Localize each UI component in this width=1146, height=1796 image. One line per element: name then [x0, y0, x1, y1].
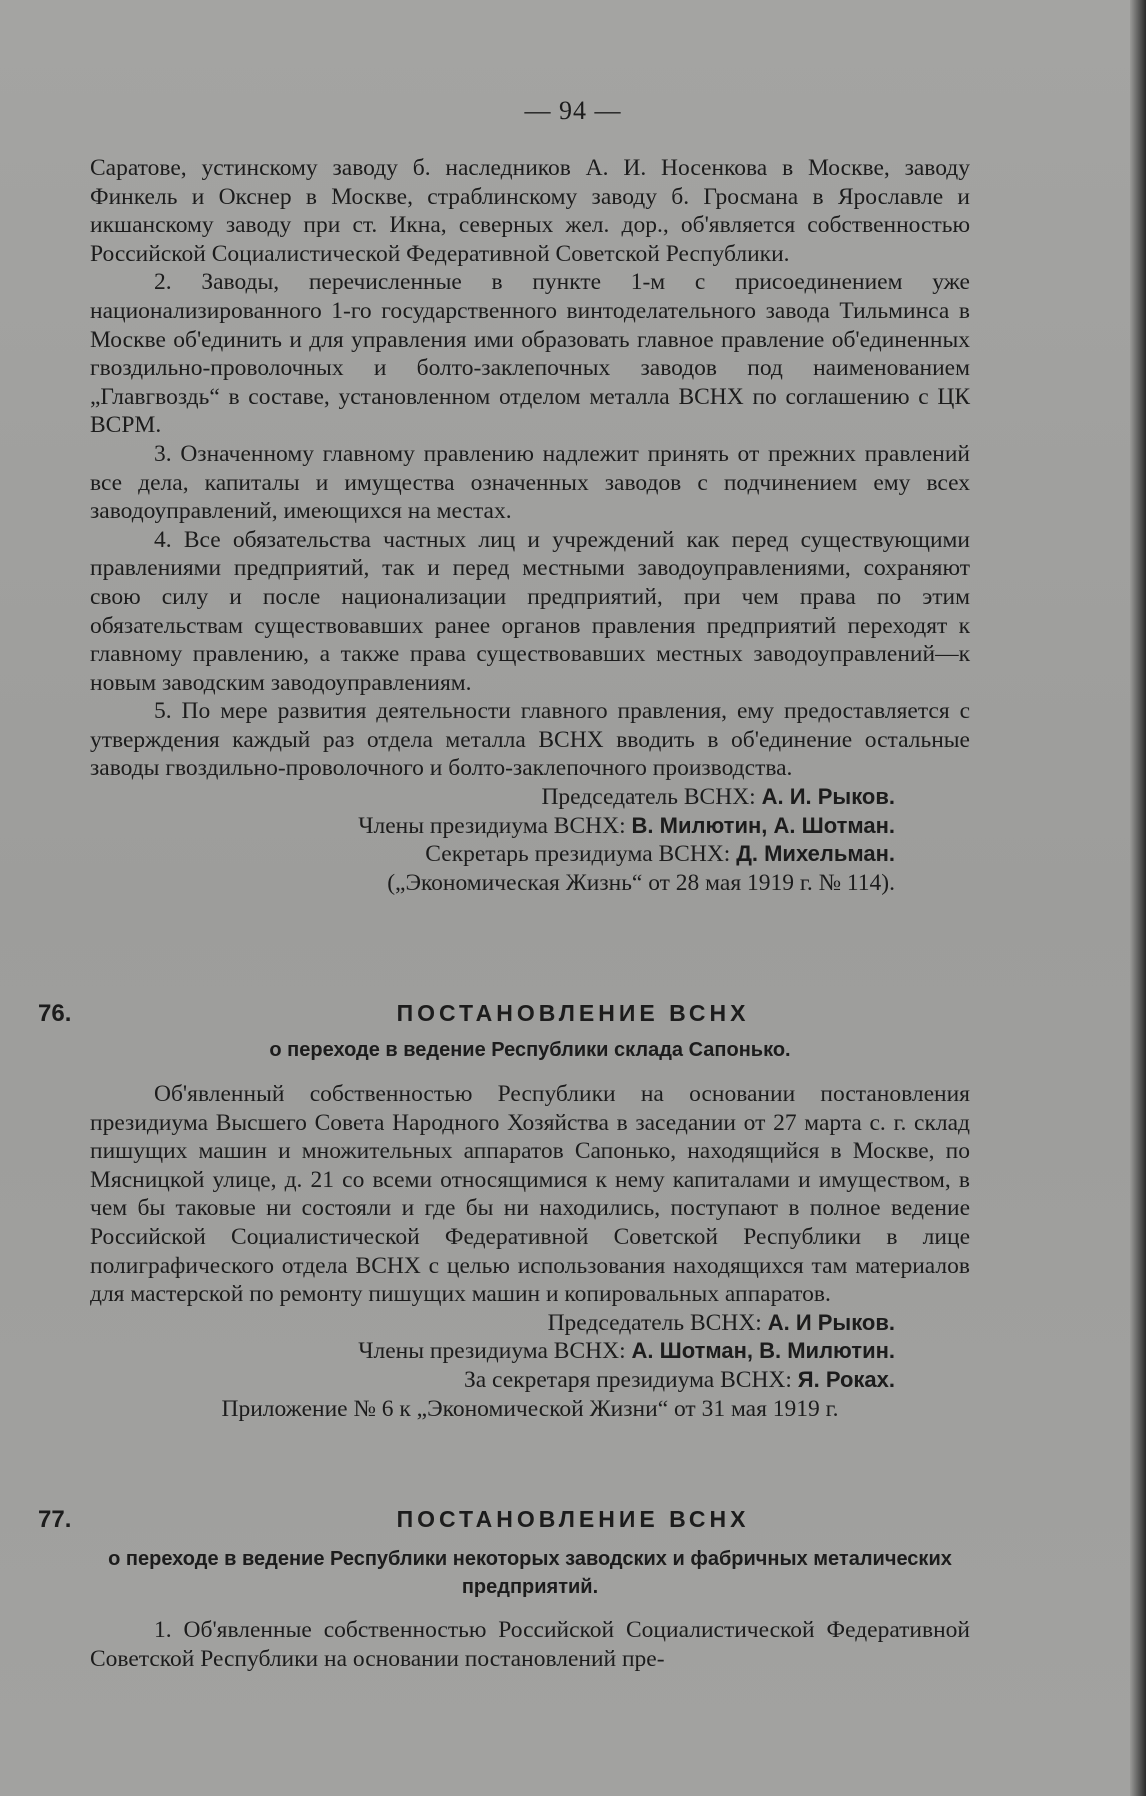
- signature-name: В. Милютин, А. Шотман.: [631, 812, 895, 838]
- signature-role: Секретарь президиума ВСНХ:: [425, 841, 731, 868]
- signature-role: Члены президиума ВСНХ:: [358, 1338, 626, 1365]
- signature-role: Председатель ВСНХ:: [547, 1309, 762, 1336]
- signature-role: Члены президиума ВСНХ:: [358, 812, 626, 839]
- source-citation: („Экономическая Жизнь“ от 28 мая 1919 г. № 114).: [387, 869, 895, 896]
- decree-76: [90, 1080, 970, 1423]
- paragraph: Об'явленный собственностью Республики на основании постановления президиума Высшего Совета Народного Хозяйства в заседании от 27 марта с. г. склад пишущих машин и множительных аппаратов Сапонько, находящийся в Москве, по Мясницкой улице, д. 21 со всеми относящимися к нему капиталами и имуществом, в чем бы таковые ни состояли и где бы ни находились, поступают в полное ведение Российской Социалистической Федеративной Советской Республики в лице полиграфического отдела ВСНХ с целью использования находящихся там материалов для мастерской по ремонту пишущих машин и копировальных аппаратов.: [90, 1081, 970, 1308]
- document-subtitle: о переходе в ведение Республики некоторых заводских и фабричных металических предприятий.: [108, 1548, 952, 1598]
- signature-name: Д. Михельман.: [736, 841, 895, 867]
- document-title: ПОСТАНОВЛЕНИЕ ВСНХ: [396, 1506, 750, 1532]
- document-subtitle: о переходе в ведение Республики склада Сапонько.: [269, 1039, 791, 1061]
- signature-name: А. И Рыков.: [767, 1309, 895, 1335]
- paragraph-1: Саратове, устинскому заводу б. наследников А. И. Носенкова в Москве, заводу Финкель и Окснер в Москве, страблинскому заводу б. Гросмана в Ярославле и икшанскому заводу при ст. Икна, северных жел. дор., об'является собственностью Российской Социалистической Федеративной Советской Республики.: [90, 155, 970, 267]
- appendix-citation: Приложение № 6 к „Экономической Жизни“ от 31 мая 1919 г.: [221, 1395, 839, 1422]
- decree-77: [90, 1616, 970, 1673]
- signature-name: Я. Роках.: [797, 1366, 895, 1392]
- signature-line: [90, 1309, 970, 1338]
- page-number: — 94 —: [524, 96, 622, 125]
- signature-name: А. И. Рыков.: [761, 784, 895, 810]
- signature-line: [90, 783, 970, 812]
- paragraph-4: 4. Все обязательства частных лиц и учреждений как перед существующими правлениями предприятий, так и перед местными заводоуправлениями, сохраняют свою силу и после национализации предприятий, при чем права по этим обязательствам существовавших ранее органов правления предприятий переходят к главному правлению, а также права существовавших местных заводоуправлений—к новым заводским заводоуправлениям.: [90, 526, 970, 696]
- signature-role: Председатель ВСНХ:: [541, 784, 756, 811]
- document-number: 77.: [38, 1506, 72, 1533]
- signature-line: [90, 840, 970, 869]
- paragraph: 1. Об'явленные собственностью Российской Социалистической Федеративной Советской Республики на основании постановлений пре-: [90, 1617, 970, 1672]
- continued-decree: [90, 154, 970, 897]
- signature-line: [90, 812, 970, 841]
- document-title: ПОСТАНОВЛЕНИЕ ВСНХ: [396, 1000, 750, 1026]
- signature-line: [90, 1366, 970, 1395]
- paragraph-3: 3. Означенному главному правлению надлежит принять от прежних правлений все дела, капиталы и имущества означенных заводов с подчинением ему всех заводоуправлений, имеющихся на местах.: [90, 440, 970, 525]
- paragraph-5: 5. По мере развития деятельности главного правления, ему предоставляется с утверждения каждый раз отдела металла ВСНХ вводить в об'единение остальные заводы гвоздильно-проволочного и болто-заклепочного производства.: [90, 698, 970, 782]
- document-number: 76.: [38, 1000, 72, 1027]
- signature-name: А. Шотман, В. Милютин.: [631, 1338, 895, 1364]
- signature-role: За секретаря президиума ВСНХ:: [463, 1366, 792, 1393]
- signature-line: [90, 1337, 970, 1366]
- paragraph-2: 2. Заводы, перечисленные в пункте 1-м с присоединением уже национализированного 1-го государственного винтоделательного завода Тильминса в Москве об'единить и для управления ими образовать главное правление об'единенных гвоздильно-проволочных и болто-заклепочных заводов под наименованием „Главгвоздь“ в составе, установленном отделом металла ВСНХ по соглашению с ЦК ВСРМ.: [90, 269, 970, 439]
